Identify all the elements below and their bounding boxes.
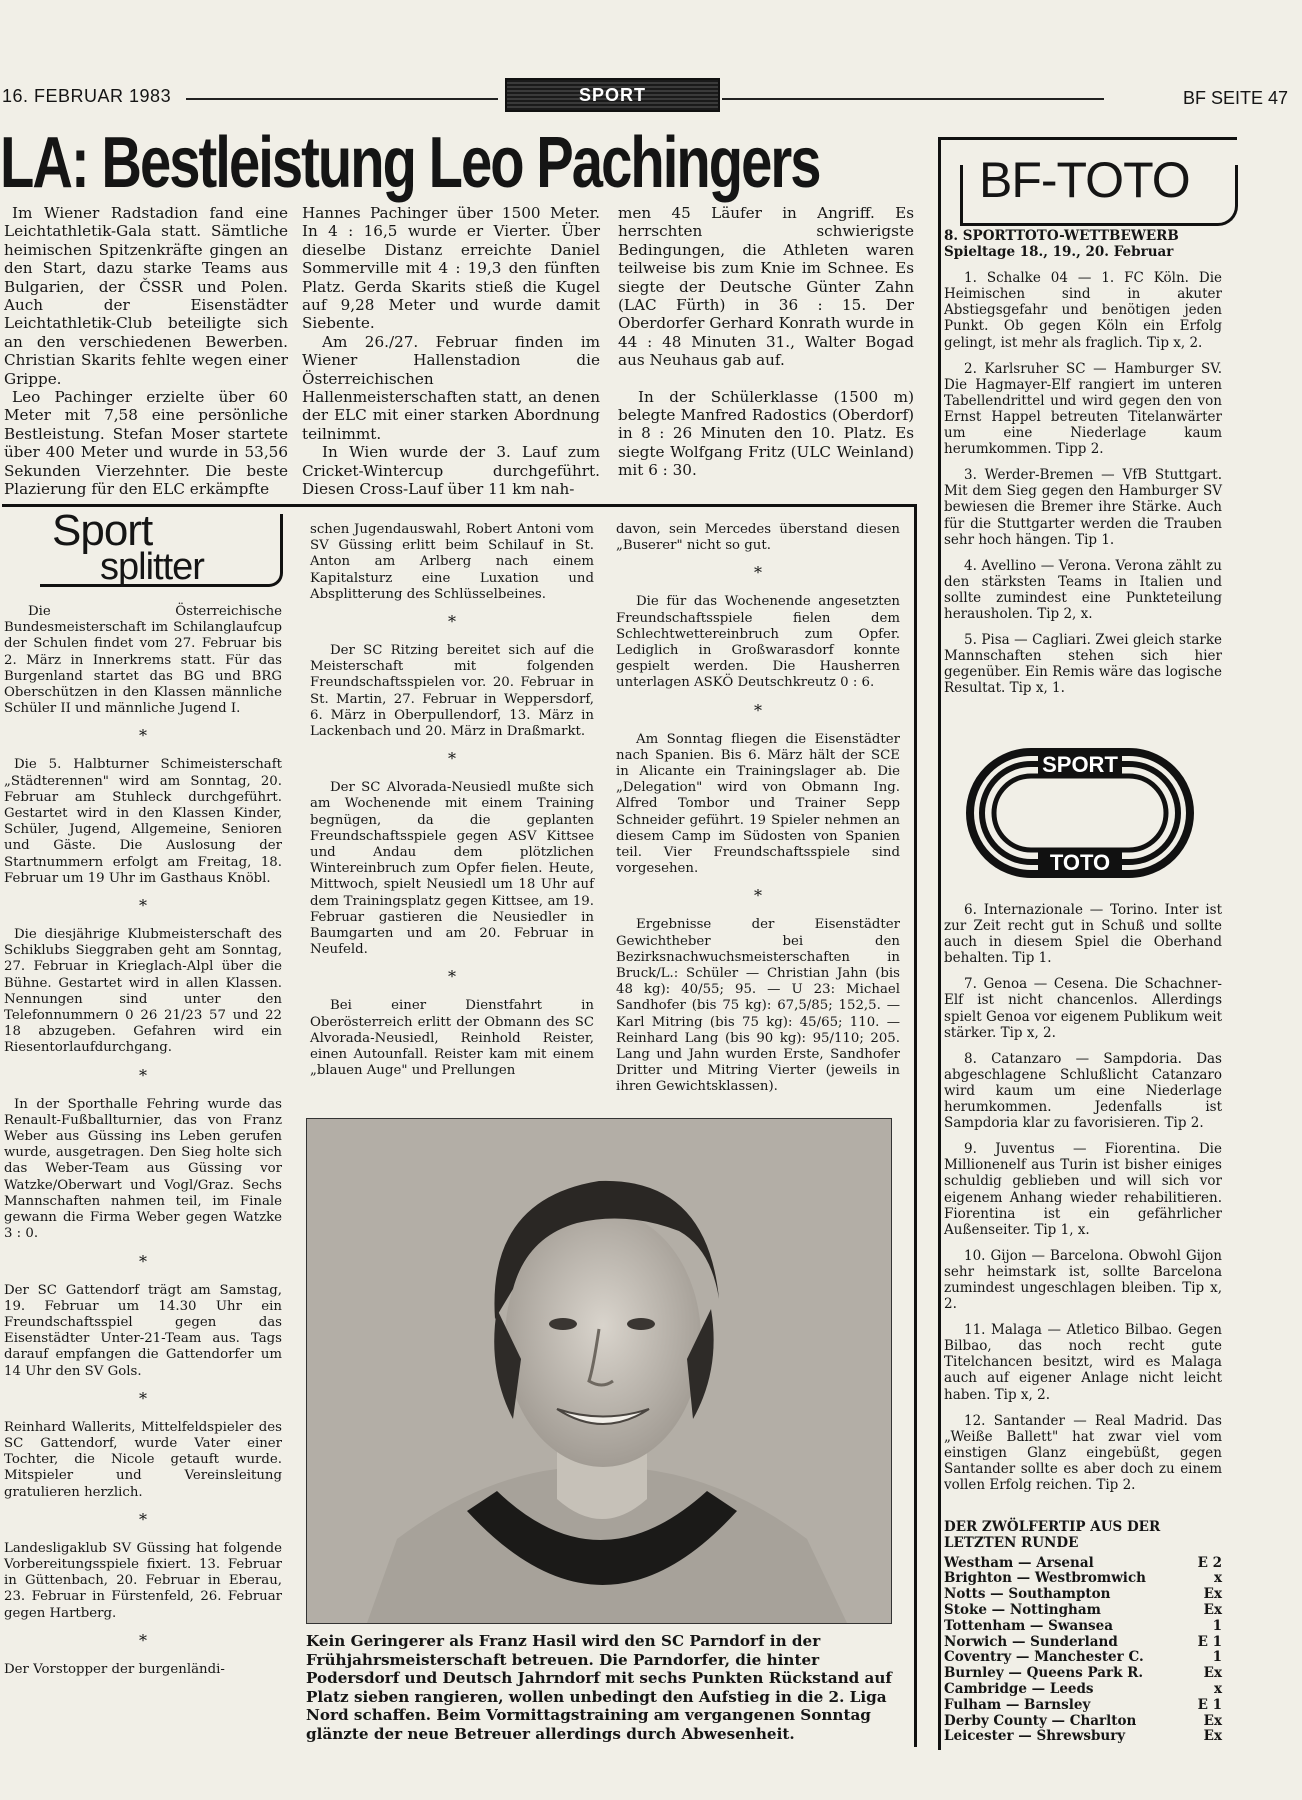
toto-pick: 7. Genoa — Cesena. Die Schachner-Elf ist nicht chancenlos. Allerdings spielt Genoa vor eigenem Publikum weit stärker. Tip x, 2. bbox=[944, 976, 1222, 1041]
table-row bbox=[944, 1666, 1222, 1682]
news-item: Landesligaklub SV Güssing hat folgende Vorbereitungsspiele fixiert. 13. Februar in Güttenbach, 20. Februar in Eberau, 23. Februar in Fürstenfeld, 26. Februar gegen Hartberg. bbox=[4, 1540, 282, 1621]
match: Stoke — Nottingham bbox=[944, 1601, 1101, 1618]
issue-date: 16. FEBRUAR 1983 bbox=[2, 86, 172, 106]
page-number: BF SEITE 47 bbox=[1182, 88, 1288, 108]
news-item: Der SC Alvorada-Neusiedl mußte sich am Wochenende mit einem Training begnügen, da die geplanten Freundschaftsspiele gegen ASV Kittsee und Andau dem plötzlichen Wintereinbruch zum Opfer fielen. Heute, Mittwoch, spielt Neusiedl um 18 Uhr auf dem Trainingsplatz gegen Kittsee, am 19. Februar gastieren die Neusiedler in Baumgarten und am 20. Februar in Neufeld. bbox=[310, 780, 594, 958]
results-table bbox=[944, 1556, 1222, 1746]
table-row bbox=[944, 1650, 1222, 1666]
separator-star: * bbox=[448, 749, 456, 769]
table-row bbox=[944, 1603, 1222, 1619]
paragraph: Hannes Pachinger über 1500 Meter. In 4 : 16,5 wurde er Vierter. Über dieselbe Distanz erreichte Daniel Sommerville mit 4 : 19,3 den fünften Platz. Gerda Skarits stieß die Kugel auf 9,28 Meter und wurde damit Siebente. bbox=[302, 204, 600, 333]
separator-star: * bbox=[139, 896, 147, 916]
result: E 1 bbox=[1197, 1633, 1222, 1650]
sportsplitter-logo bbox=[40, 506, 290, 588]
paragraph: Leo Pachinger erzielte über 60 Meter mit 7,58 eine persönliche Bestleistung. Stefan Moser startete über 400 Meter und wurde in 53,56 Sekunden Vierzehnter. Die beste Plazierung für den ELC erkämpfte bbox=[4, 388, 288, 499]
logo-word-splitter: splitter bbox=[100, 546, 204, 588]
paragraph: Im Wiener Radstadion fand eine Leichtathletik-Gala statt. Sämtliche heimischen Spitzenkräfte gingen an den Start, dazu starke Teams aus Bulgarien, der ČSSR und Polen. Auch der Eisenstädter Leichtathletik-Club beteiligte sich an den verschiedenen Bewerben. Christian Skarits fehlte wegen einer Grippe. bbox=[4, 204, 288, 388]
news-item: davon, sein Mercedes überstand diesen „Buserer" nicht so gut. bbox=[616, 522, 900, 554]
player-photo bbox=[306, 1118, 892, 1624]
table-row bbox=[944, 1635, 1222, 1651]
match: Tottenham — Swansea bbox=[944, 1617, 1113, 1634]
separator-star: * bbox=[139, 726, 147, 746]
separator-star: * bbox=[448, 967, 456, 987]
toto-contest: 8. SPORTTOTO-WETTBEWERB bbox=[944, 228, 1179, 244]
result: Ex bbox=[1203, 1601, 1222, 1618]
result: 1 bbox=[1212, 1617, 1222, 1634]
logo-sport-text: SPORT bbox=[1042, 752, 1118, 777]
table-row bbox=[944, 1714, 1222, 1730]
news-item: schen Jugendauswahl, Robert Antoni vom SV Güssing erlitt beim Schilauf in St. Anton am Arlberg nach einem Kapitalsturz eine Luxation und Absplitterung des Schlüsselbeines. bbox=[310, 522, 594, 602]
match: Brighton — Westbromwich bbox=[944, 1570, 1146, 1587]
result: 1 bbox=[1212, 1649, 1222, 1666]
news-item: Die diesjährige Klubmeisterschaft des Schiklubs Sieggraben geht am Sonntag, 27. Februar in Krieglach-Alpl über die Bühne. Gestartet wird in allen Klassen. Nennungen sind unter den Telefonnummern 0 26 21/23 57 und 22 18 abzugeben. Gefahren wird ein Riesentorlaufdurchgang. bbox=[4, 927, 282, 1056]
table-row bbox=[944, 1571, 1222, 1587]
photo-caption: Kein Geringerer als Franz Hasil wird den SC Parndorf in der Frühjahrsmeisterschaft betreuen. Die Parndorfer, die hinter Podersdorf und Deutsch Jahrndorf mit sechs Punkten Rückstand auf Platz sieben rangieren, wollen unbedingt den Aufstieg in die 2. Liga Nord schaffen. Beim Vormittagstraining am vergangenen Sonntag glänzte der neue Betreuer allerdings durch Abwesenheit. bbox=[306, 1632, 892, 1743]
result: x bbox=[1213, 1570, 1222, 1587]
logo-word-sport: Sport bbox=[52, 506, 153, 555]
match: Burnley — Queens Park R. bbox=[944, 1665, 1144, 1682]
result: Ex bbox=[1203, 1586, 1222, 1603]
lead-column-1 bbox=[4, 204, 288, 499]
toto-pick: 6. Internazionale — Torino. Inter ist zur Zeit recht gut in Schuß und sollte auch in diesem Spiel die Oberhand behalten. Tip 1. bbox=[944, 902, 1222, 967]
toto-title: BF-TOTO bbox=[979, 152, 1190, 208]
news-item: Ergebnisse der Eisenstädter Gewichtheber bei den Bezirksnachwuchsmeisterschaften in Bruck/L.: Schüler — Christian Jahn (bis 48 kg): 40/55; 95. — U 23: Michael Sandhofer (bis 75 kg): 67,5/85; 152,5. — Karl Mitring (bis 75 kg): 45/65; 110. — Reinhard Lang (bis 90 kg): 95/110; 205. Lang und Jahn wurden Erste, Sandhofer Dritter und Mitring Vierter (jeweils in ihren Gewichtsklassen). bbox=[616, 917, 900, 1095]
toto-pick: 4. Avellino — Verona. Verona zählt zu den stärksten Teams in Italien und sollte zumindest eine Punkteteilung herausholen. Tip 2, x. bbox=[944, 557, 1222, 622]
news-item: Reinhard Wallerits, Mittelfeldspieler des SC Gattendorf, wurde Vater einer Tochter, die Nicole getauft wurde. Mitspieler und Vereinsleitung gratulieren herzlich. bbox=[4, 1419, 282, 1500]
section-label: SPORT bbox=[505, 78, 720, 112]
match: Norwich — Sunderland bbox=[944, 1633, 1118, 1650]
toto-pick: 3. Werder-Bremen — VfB Stuttgart. Mit dem Sieg gegen den Hamburger SV bewiesen die Bremer ihre Stärke. Auch für die Stuttgarter werden die Trauben sehr hoch hängen. Tip 1. bbox=[944, 467, 1222, 548]
result: Ex bbox=[1203, 1665, 1222, 1682]
paragraph: In der Schülerklasse (1500 m) belegte Manfred Radostics (Oberdorf) in 8 : 26 Minuten den 10. Platz. Es siegte Wolfgang Fritz (ULC Weinland) mit 6 : 30. bbox=[618, 387, 914, 480]
results-title: DER ZWÖLFERTIP AUS DER LETZTEN RUNDE bbox=[944, 1519, 1161, 1551]
match: Notts — Southampton bbox=[944, 1586, 1111, 1603]
match: Coventry — Manchester C. bbox=[944, 1649, 1144, 1666]
match: Fulham — Barnsley bbox=[944, 1696, 1091, 1713]
match: Leicester — Shrewsbury bbox=[944, 1728, 1126, 1745]
separator-star: * bbox=[754, 700, 762, 720]
table-row bbox=[944, 1682, 1222, 1698]
news-item: Der Vorstopper der burgenländi- bbox=[4, 1661, 225, 1677]
match: Cambridge — Leeds bbox=[944, 1680, 1094, 1697]
toto-pick: 2. Karlsruher SC — Hamburger SV. Die Hagmayer-Elf rangiert im unteren Tabellendrittel und wird gegen den von Ernst Happel betreuten Titelanwärter um eine Niederlage kaum herumkommen. Tipp 2. bbox=[944, 360, 1222, 458]
result: E 2 bbox=[1197, 1554, 1222, 1571]
toto-days: Spieltage 18., 19., 20. Februar bbox=[944, 244, 1174, 261]
header-rule-right bbox=[722, 98, 1104, 100]
news-item: Die 5. Halbturner Schimeisterschaft „Städterennen" wird am Sonntag, 20. Februar am Stuhleck durchgeführt. Gestartet wird in den Klassen Kinder, Schüler, Jugend, Allgemeine, Senioren und Gäste. Die Auslosung der Startnummern erfolgt am Freitag, 18. Februar um 19 Uhr im Gasthaus Knöbl. bbox=[4, 757, 282, 886]
toto-pick: 11. Malaga — Atletico Bilbao. Gegen Bilbao, das noch recht gute Titelchancen besitzt, wird es Malaga auch auf eigener Anlage nicht leicht haben. Tip x, 2. bbox=[944, 1322, 1222, 1403]
header-rule-left bbox=[186, 98, 498, 100]
sport-toto-logo bbox=[966, 748, 1194, 878]
toto-track-logo bbox=[966, 748, 1194, 878]
splitter-column-1 bbox=[4, 604, 282, 1678]
table-row bbox=[944, 1619, 1222, 1635]
separator-star: * bbox=[754, 886, 762, 906]
paragraph: men 45 Läufer in Angriff. Es herrschten schwierigste Bedingungen, die Athleten waren teilweise bis zum Knie im Schnee. Es siegte der Deutsche Günter Zahn (LAC Fürth) in 36 : 15. Der Oberdorfer Gerhard Konrath wurde in 44 : 48 Minuten 31., Walter Bogad aus Neuhaus gab auf. bbox=[618, 204, 914, 370]
news-item: Der SC Gattendorf trägt am Samstag, 19. Februar um 14.30 Uhr ein Freundschaftsspiel gegen das Eisenstädter Unter-21-Team aus. Tags darauf empfangen die Gattendorfer um 14 Uhr den SV Gols. bbox=[4, 1282, 282, 1379]
toto-pick: 9. Juventus — Fiorentina. Die Millionenelf aus Turin ist bisher einiges schuldig geblieben und will sich vor eigenem Anhang wieder rehabilitieren. Fiorentina ist ein gefährlicher Außenseiter. Tip 1, x. bbox=[944, 1141, 1222, 1238]
match: Westham — Arsenal bbox=[944, 1554, 1094, 1571]
logo-toto-text: TOTO bbox=[1049, 850, 1111, 875]
news-item: Die für das Wochenende angesetzten Freundschaftsspiele fielen dem Schlechtwettereinbruch zum Opfer. Lediglich in Großwarasdorf konnte gespielt werden. Die Hausherren unterlagen ASKÖ Deutschkreutz 0 : 6. bbox=[616, 594, 900, 691]
result: Ex bbox=[1203, 1712, 1222, 1729]
result: x bbox=[1213, 1680, 1222, 1697]
separator-star: * bbox=[139, 1388, 147, 1408]
match: Derby County — Charlton bbox=[944, 1712, 1137, 1729]
table-row bbox=[944, 1729, 1222, 1745]
toto-picks-b bbox=[944, 902, 1222, 1503]
separator-star: * bbox=[139, 1630, 147, 1650]
splitter-column-2 bbox=[310, 522, 594, 1079]
last-round-results bbox=[944, 1520, 1222, 1745]
toto-pick: 12. Santander — Real Madrid. Das „Weiße Ballett" hat zwar viel vom einstigen Glanz eingebüßt, gegen Santander sollte es aber doch zu einem vollen Erfolg reichen. Tip 2. bbox=[944, 1412, 1222, 1493]
news-item: Die Österreichische Bundesmeisterschaft im Schilanglaufcup der Schulen findet vom 27. Februar bis 2. März in Innerkrems statt. Für das Burgenland startet das BG und BRG Oberschützen in den Klassen männliche Schüler II und männliche Jugend I. bbox=[4, 604, 282, 717]
separator-star: * bbox=[139, 1509, 147, 1529]
separator-star: * bbox=[139, 1065, 147, 1085]
toto-pick: 1. Schalke 04 — 1. FC Köln. Die Heimischen sind in akuter Abstiegsgefahr und benötigen jeden Punkt. Ob gegen Köln ein Erfolg gelingt, ist mehr als fraglich. Tip x, 2. bbox=[944, 270, 1222, 351]
toto-picks-a bbox=[944, 228, 1222, 706]
separator-star: * bbox=[139, 1251, 147, 1271]
lead-column-3 bbox=[618, 204, 914, 480]
table-row bbox=[944, 1556, 1222, 1572]
lead-column-2 bbox=[302, 204, 600, 499]
table-row bbox=[944, 1587, 1222, 1603]
separator-star: * bbox=[448, 612, 456, 632]
toto-pick: 5. Pisa — Cagliari. Zwei gleich starke Mannschaften stehen sich hier gegenüber. Ein Remis wäre das logische Resultat. Tip x, 1. bbox=[944, 632, 1222, 697]
result: E 1 bbox=[1197, 1696, 1222, 1713]
toto-title-box bbox=[960, 152, 1238, 226]
splitter-column-3 bbox=[616, 522, 900, 1096]
portrait-illustration bbox=[307, 1119, 891, 1623]
result: Ex bbox=[1203, 1728, 1222, 1745]
news-item: Am Sonntag fliegen die Eisenstädter nach Spanien. Bis 6. März hält der SCE in Alicante ein Trainingslager ab. Die „Delegation" wird von Obmann Ing. Alfred Tombor und Trainer Sepp Schneider geführt. 19 Spieler nehmen an diesem Camp im Südosten von Spanien teil. Vier Freundschaftsspiele sind vorgesehen. bbox=[616, 731, 900, 877]
paragraph: In Wien wurde der 3. Lauf zum Cricket-Wintercup durchgeführt. Diesen Cross-Lauf über 11 km nah- bbox=[302, 443, 600, 499]
news-item: Bei einer Dienstfahrt in Oberösterreich erlitt der Obmann des SC Alvorada-Neusiedl, Reinhold Reister, einen Autounfall. Reister kam mit einem „blauen Auge" und Prellungen bbox=[310, 998, 594, 1079]
toto-pick: 8. Catanzaro — Sampdoria. Das abgeschlagene Schlußlicht Catanzaro wird kaum um eine Niederlage herumkommen. Jedenfalls ist Sampdoria klar zu favorisieren. Tip 2. bbox=[944, 1050, 1222, 1132]
news-item: Der SC Ritzing bereitet sich auf die Meisterschaft mit folgenden Freundschaftsspielen vor. 20. Februar in St. Martin, 27. Februar in Weppersdorf, 6. März in Oberpullendorf, 13. März in Lackenbach und 20. März in Draßmarkt. bbox=[310, 643, 594, 740]
news-item: In der Sporthalle Fehring wurde das Renault-Fußballturnier, das von Franz Weber aus Güssing ins Leben gerufen wurde, ausgetragen. Den Sieg holte sich das Weber-Team aus Güssing vor Watzke/Oberwart und Vogl/Graz. Sechs Mannschaften nahmen teil, im Finale gewann die Firma Weber gegen Watzke 3 : 0. bbox=[4, 1096, 282, 1242]
table-row bbox=[944, 1698, 1222, 1714]
paragraph: Am 26./27. Februar finden im Wiener Hallenstadion die Österreichischen Hallenmeisterschaften statt, an denen der ELC mit einer starken Abordnung teilnimmt. bbox=[302, 332, 600, 443]
toto-pick: 10. Gijon — Barcelona. Obwohl Gijon sehr heimstark ist, sollte Barcelona zumindest ungeschlagen bleiben. Tip x, 2. bbox=[944, 1247, 1222, 1313]
headline: LA: Bestleistung Leo Pachingers bbox=[0, 123, 820, 203]
separator-star: * bbox=[754, 563, 762, 583]
